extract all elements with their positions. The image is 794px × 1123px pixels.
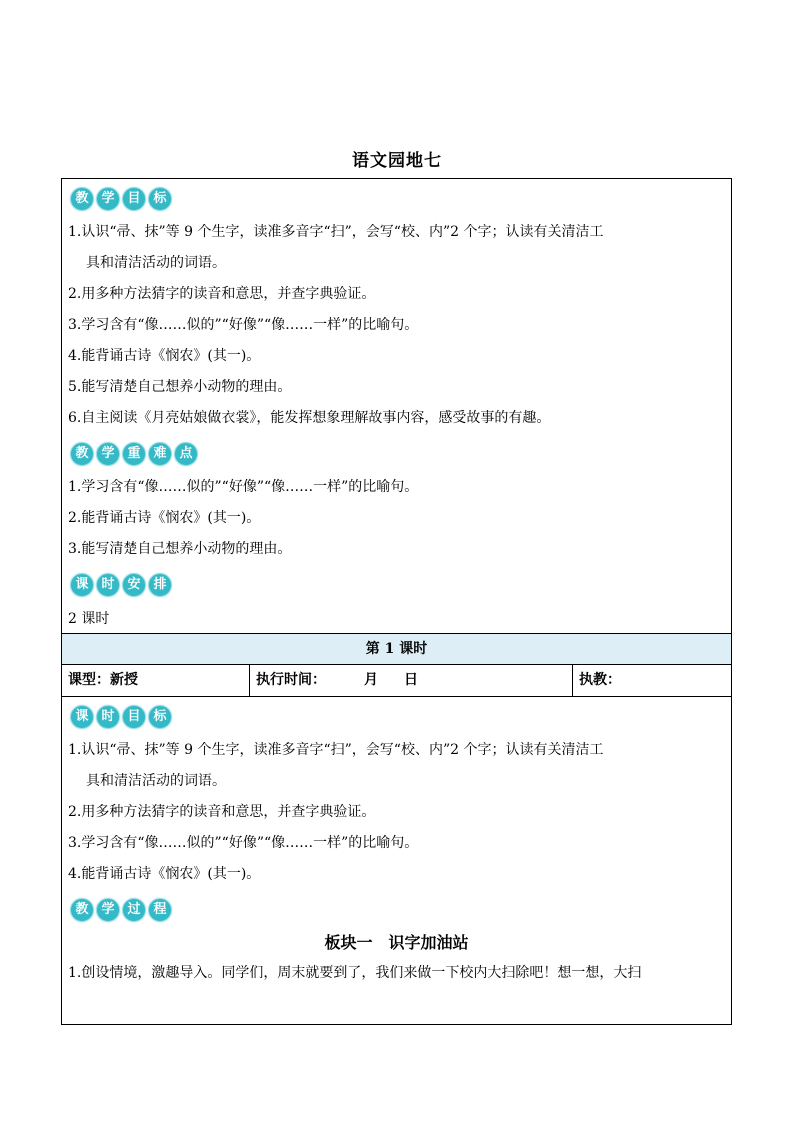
teaching-goals-badge	[70, 187, 731, 211]
lesson-info-row	[62, 665, 731, 697]
badge-char: 标	[148, 705, 172, 729]
badge-char: 学	[96, 442, 120, 466]
badge-char: 时	[96, 705, 120, 729]
badge-char: 学	[96, 187, 120, 211]
page-title: 语文园地七	[352, 151, 442, 171]
badge-char: 课	[70, 573, 94, 597]
badge-char: 目	[122, 705, 146, 729]
month-label: 月	[364, 672, 378, 688]
badge-char: 点	[174, 442, 198, 466]
key-point-line: 2.能背诵古诗《悯农》(其一)。	[68, 510, 261, 526]
badge-char: 学	[96, 898, 120, 922]
goal-line: 具和清洁活动的词语。	[86, 255, 226, 271]
goal-line: 3.学习含有“像……似的”“好像”“像……一样”的比喻句。	[68, 317, 419, 333]
key-point-line: 1.学习含有“像……似的”“好像”“像……一样”的比喻句。	[68, 479, 419, 495]
lesson-goal-line: 1.认识“帚、抹”等 9 个生字，读准多音字“扫”，会写“校、内”2 个字；认读有关清洁工	[68, 742, 604, 758]
teacher-cell: 执教：	[579, 672, 621, 688]
badge-char: 程	[148, 898, 172, 922]
badge-char: 难	[148, 442, 172, 466]
schedule-section	[62, 573, 731, 633]
badge-char: 过	[122, 898, 146, 922]
badge-char: 目	[122, 187, 146, 211]
key-points-section	[62, 442, 731, 565]
teaching-process-badge	[70, 898, 731, 922]
badge-char: 排	[148, 573, 172, 597]
badge-char: 课	[70, 705, 94, 729]
lesson-goal-line: 3.学习含有“像……似的”“好像”“像……一样”的比喻句。	[68, 835, 419, 851]
key-points-badge	[70, 442, 731, 466]
badge-char: 时	[96, 573, 120, 597]
schedule-badge	[70, 573, 731, 597]
lesson-goals-badge	[70, 705, 731, 729]
lesson-goal-line: 2.用多种方法猜字的读音和意思，并查字典验证。	[68, 804, 376, 820]
goal-line: 6.自主阅读《月亮姑娘做衣裳》，能发挥想象理解故事内容，感受故事的有趣。	[68, 410, 551, 426]
teaching-process-section	[62, 898, 731, 989]
key-point-line: 3.能写清楚自己想养小动物的理由。	[68, 541, 292, 557]
badge-char: 教	[70, 442, 94, 466]
block-title: 板块一 识字加油站	[324, 933, 469, 952]
execution-time-cell	[250, 665, 573, 696]
goal-line: 5.能写清楚自己想养小动物的理由。	[68, 379, 292, 395]
badge-char: 重	[122, 442, 146, 466]
goal-line: 4.能背诵古诗《悯农》(其一)。	[68, 348, 261, 364]
lesson-type-cell: 课型：新授	[62, 665, 250, 696]
goal-line: 1.认识“帚、抹”等 9 个生字，读准多音字“扫”，会写“校、内”2 个字；认读有关清洁工	[68, 224, 604, 240]
badge-char: 安	[122, 573, 146, 597]
execution-time-label: 执行时间：	[256, 672, 326, 688]
lesson-goals-section	[62, 705, 731, 890]
schedule-text: 2 课时	[68, 611, 110, 627]
badge-char: 教	[70, 187, 94, 211]
day-label: 日	[404, 672, 418, 688]
teaching-goals-section	[62, 187, 731, 434]
badge-char: 标	[148, 187, 172, 211]
process-line: 1.创设情境，激趣导入。同学们，周末就要到了，我们来做一下校内大扫除吧！想一想，大扫	[68, 965, 642, 981]
lesson-goal-line: 4.能背诵古诗《悯农》(其一)。	[68, 866, 261, 882]
goal-line: 2.用多种方法猜字的读音和意思，并查字典验证。	[68, 286, 376, 302]
badge-char: 教	[70, 898, 94, 922]
lesson-goal-line: 具和清洁活动的词语。	[86, 773, 226, 789]
lesson-1-band: 第 1 课时	[62, 633, 731, 665]
lesson-plan-table	[61, 178, 732, 1025]
